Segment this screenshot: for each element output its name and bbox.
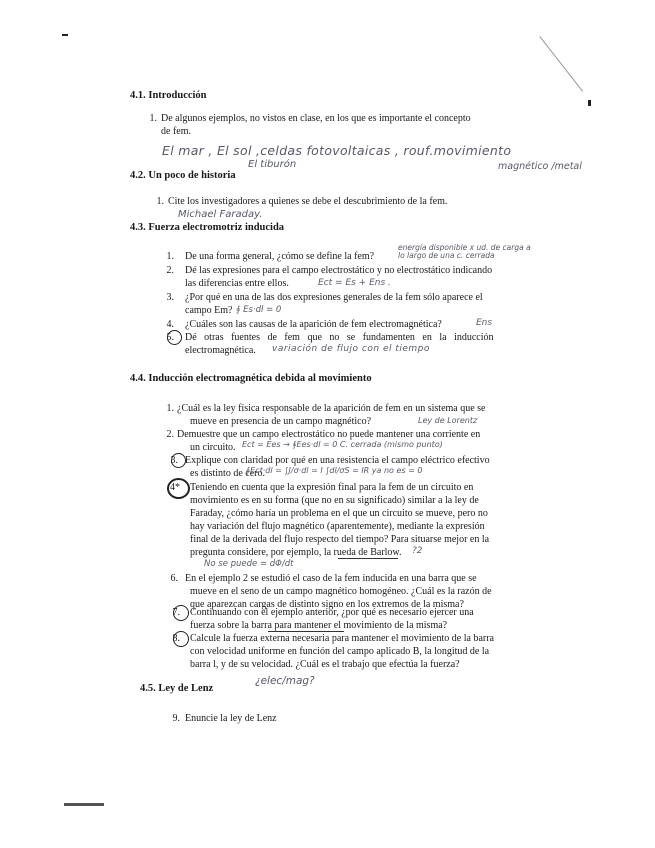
question-number: 1. (166, 251, 174, 262)
question-text: De una forma general, ¿cómo se define la fem? (185, 251, 375, 262)
question-text: Cite los investigadores a quienes se debe el descubrimiento de la fem. (168, 196, 448, 207)
section-title-4-2: 4.2. Un poco de historia (130, 170, 236, 181)
handwritten-answer: energía disponible x ud. de carga a lo largo de una c. cerrada (398, 243, 531, 260)
handwritten-answer: El mar , El sol ,celdas fotovoltaicas , rouf.movimiento (162, 143, 512, 158)
question-text: En el ejemplo 2 se estudió el caso de la fem inducida en una barra que se (185, 573, 477, 584)
question-text: fuerza sobre la barra para mantener el movimiento de la misma? (190, 620, 448, 631)
handwritten-answer: ∮Ect·dl = ∫J/σ·dl = I ∫dl/σS = IR ya no es = 0 (246, 466, 423, 475)
question-number: 4. (166, 319, 174, 330)
question-number: 3. (166, 292, 174, 303)
question-text: Demuestre que un campo electrostático no puede mantener una corriente en (177, 429, 481, 440)
question-number: 1. (156, 196, 164, 207)
section-title-4-5: 4.5. Ley de Lenz (140, 683, 214, 694)
handwritten-answer: El tiburón (248, 159, 297, 170)
question-text: que aparezcan cargas de distinto signo en los extremos de la misma? (190, 599, 464, 610)
handwritten-answer: Ens (476, 318, 493, 328)
question-text: ¿Cuáles son las causas de la aparición de fem electromagnética? (185, 319, 442, 330)
section-title-4-3: 4.3. Fuerza electromotriz inducida (130, 222, 285, 233)
handwritten-margin-note: ¿elec/mag? (255, 675, 315, 687)
question-text: electromagnética. (185, 345, 256, 356)
handwritten-answer: ∮ Es·dl = 0 (236, 305, 282, 315)
section-title-4-4: 4.4. Inducción electromagnética debida al movimiento (130, 373, 372, 384)
handwritten-answer: variación de flujo con el tiempo (272, 344, 430, 354)
question-text: mueve en el seno de un campo magnético homogéneo. ¿Cuál es la razón de (190, 586, 492, 597)
question-number: 2. (166, 265, 174, 276)
question-number: 1. (149, 113, 157, 124)
question-number: 8. (172, 633, 180, 644)
question-text: movimiento es en su forma (que no en su significado) similar a la ley de (190, 495, 479, 506)
scan-edge-top-left (62, 34, 68, 36)
question-number: 4* (170, 482, 180, 493)
question-text: hay variación del flujo magnético (aparentemente), mediante la expresión (190, 521, 485, 532)
question-text: ¿Por qué en una de las dos expresiones generales de la fem sólo aparece el (185, 292, 483, 303)
question-text: Dé otras fuentes de fem que no se fundamenten en la inducción (185, 332, 494, 343)
question-text: Faraday, ¿cómo haría un problema en el que un circuito se mueve, pero no (190, 508, 488, 519)
question-text: campo Em? (185, 305, 233, 316)
question-number: 5. (166, 332, 174, 343)
question-text: con velocidad uniforme en función del campo aplicado B, la longitud de la (190, 646, 490, 657)
question-number: 3. (170, 455, 178, 466)
question-text: un circuito. (190, 442, 236, 453)
question-text: ¿Cuál es la ley física responsable de la aparición de fem en un sistema que se (177, 403, 486, 414)
question-number: 2. (166, 429, 174, 440)
question-text: es distinto de cero. (190, 468, 265, 479)
underline-mark (338, 558, 398, 559)
question-text: mueve en presencia de un campo magnético? (190, 416, 372, 427)
section-title-4-1: 4.1. Introducción (130, 90, 207, 101)
question-text: Teniendo en cuenta que la expresión final para la fem de un circuito en (190, 482, 474, 493)
scan-fold-line (539, 36, 583, 92)
handwritten-answer: magnético /metal (498, 161, 582, 172)
question-text: Calcule la fuerza externa necesaria para mantener el movimiento de la barra (190, 633, 494, 644)
question-text: las diferencias entre ellos. (185, 278, 289, 289)
handwritten-answer: Ect = Ees → ∮Ees·dl = 0 C. cerrada (mismo punto) (242, 440, 443, 449)
question-text: Dé las expresiones para el campo electrostático y no electrostático indicando (185, 265, 493, 276)
question-text: De algunos ejemplos, no vistos en clase, en los que es importante el concepto (161, 113, 471, 124)
handwritten-answer: Ley de Lorentz (418, 416, 478, 425)
question-number: 7. (172, 607, 180, 618)
question-text: final de la derivada del flujo respecto del tiempo? Para situarse mejor en la (190, 534, 490, 545)
handwritten-answer: Michael Faraday. (178, 209, 263, 220)
scan-edge-top-right (588, 100, 591, 106)
handwritten-answer: Ect = Es + Ens . (318, 278, 391, 288)
question-text: pregunta considere, por ejemplo, la rueda de Barlow. (190, 547, 402, 558)
question-text: barra l, y de su velocidad. ¿Cuál es el trabajo que efectúa la fuerza? (190, 659, 460, 670)
handwritten-answer: No se puede = dΦ/dt (204, 559, 294, 569)
question-text: Enuncie la ley de Lenz (185, 713, 277, 724)
handwritten-answer: ?2 (412, 546, 423, 556)
question-number: 6. (170, 573, 178, 584)
question-text: Continuando con el ejemplo anterior, ¿por qué es necesario ejercer una (190, 607, 474, 618)
scan-edge-bottom-left (64, 803, 104, 806)
question-number: 1. (166, 403, 174, 414)
question-text: Explique con claridad por qué en una resistencia el campo eléctrico efectivo (185, 455, 490, 466)
question-text: de fem. (161, 126, 191, 137)
question-number: 9. (172, 713, 180, 724)
